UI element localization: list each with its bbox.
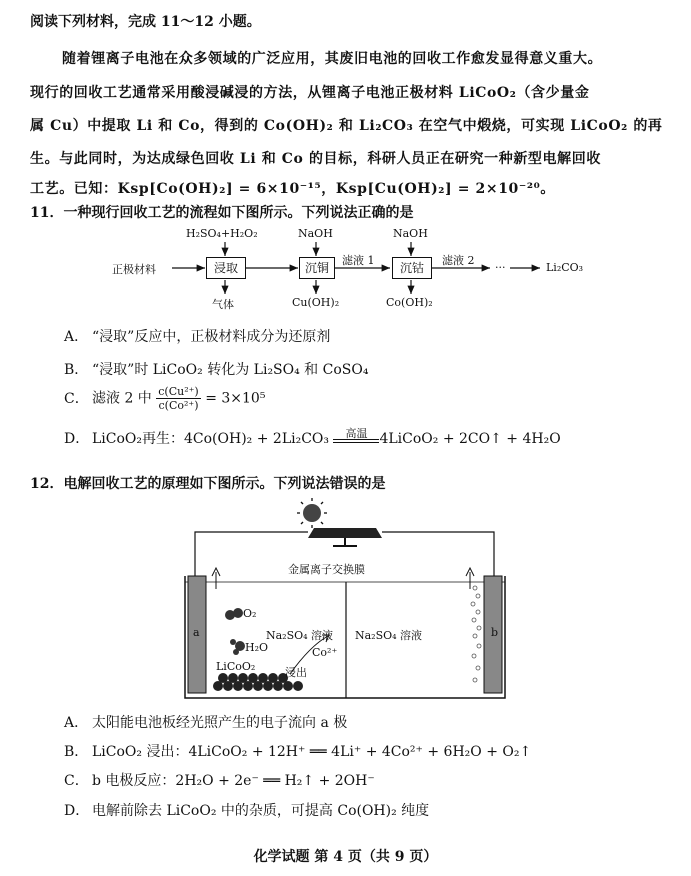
fraction-numerator: c(Cu²⁺) [158, 385, 199, 398]
material-line-2: 现行的回收工艺通常采用酸浸碱浸的方法，从锂离子电池正极材料 LiCoO₂（含少量金 [30, 85, 590, 101]
flow-step-copper: 沉铜 [299, 257, 335, 279]
leach-label: 浸出 [285, 666, 307, 679]
option-label: A． [64, 715, 89, 731]
q11-option-c[interactable] [64, 385, 265, 412]
flow-filtrate-2: 滤液 2 [442, 254, 475, 267]
flow-filtrate-1: 滤液 1 [342, 254, 375, 267]
electrode-b-label: b [491, 626, 499, 639]
option-suffix: = 3×10⁵ [205, 390, 266, 407]
fraction-denominator: c(Co²⁺) [158, 399, 199, 412]
option-label: B． [64, 744, 89, 760]
option-label: A． [64, 329, 89, 345]
flow-out-gas: 气体 [212, 298, 234, 311]
option-text: 太阳能电池板经光照产生的电子流向 a 极 [92, 715, 348, 731]
material-line-4: 生。与此同时，为达成绿色回收 Li 和 Co 的目标，科研人员正在研究一种新型电解回收 [30, 151, 601, 167]
q11-option-b[interactable] [64, 359, 368, 379]
flow-reagent-1: H₂SO₄+H₂O₂ [186, 227, 258, 240]
q11-stem: 11．一种现行回收工艺的流程如下图所示。下列说法正确的是 [30, 205, 414, 221]
option-label: D． [64, 803, 90, 819]
q12-option-b[interactable] [64, 741, 531, 761]
flow-start: 正极材料 [112, 263, 156, 276]
material-line-1: 随着锂离子电池在众多领域的广泛应用，其废旧电池的回收工作愈发显得意义重大。 [62, 51, 603, 67]
solution-right-label: Na₂SO₄ 溶液 [355, 629, 423, 642]
q12-option-d[interactable] [64, 800, 429, 820]
electrode-a-label: a [193, 626, 200, 639]
option-suffix: 4LiCoO₂ + 2CO↑ + 4H₂O [379, 431, 561, 447]
option-text: “浸取”时 LiCoO₂ 转化为 Li₂SO₄ 和 CoSO₄ [92, 362, 369, 378]
flow-ellipsis: ··· [495, 261, 506, 274]
hydrogen-bubbles [471, 586, 481, 682]
o2-molecule-icon [225, 608, 243, 620]
material-line-5: 工艺。已知：Ksp[Co(OH)₂] = 6×10⁻¹⁵，Ksp[Cu(OH)₂] = 2×10⁻²⁰。 [30, 181, 555, 197]
h2o-molecule-icon [230, 639, 245, 655]
material-line-3: 属 Cu）中提取 Li 和 Co，得到的 Co(OH)₂ 和 Li₂CO₃ 在空气中煅烧，可实现 LiCoO₂ 的再 [30, 118, 663, 134]
reaction-condition [333, 428, 379, 448]
option-text: LiCoO₂ 浸出：4LiCoO₂ + 12H⁺ ══ 4Li⁺ + 4Co²⁺ + 6H₂O + O₂↑ [92, 744, 532, 760]
q12-option-a[interactable] [64, 712, 347, 732]
option-text: 电解前除去 LiCoO₂ 中的杂质，可提高 Co(OH)₂ 纯度 [92, 803, 430, 819]
q11-option-a[interactable] [64, 326, 330, 346]
sun-icon [297, 498, 327, 528]
flow-out-cooh2: Co(OH)₂ [386, 296, 433, 309]
option-text: “浸取”反应中，正极材料成分为还原剂 [92, 329, 331, 345]
flow-reagent-2: NaOH [298, 227, 333, 240]
page-footer: 化学试题 第 4 页（共 9 页） [253, 849, 438, 865]
option-label: D． [64, 431, 90, 447]
option-prefix: 滤液 2 中 [92, 390, 152, 407]
o2-label: O₂ [243, 607, 257, 620]
flow-reagent-3: NaOH [393, 227, 428, 240]
option-label: B． [64, 362, 89, 378]
q12-option-c[interactable] [64, 770, 375, 790]
flow-arrows [0, 0, 691, 330]
solution-left-label: Na₂SO₄ 溶液 [266, 629, 334, 642]
co-ion-label: Co²⁺ [312, 646, 338, 659]
membrane-label: 金属离子交换膜 [288, 563, 365, 576]
intro-text: 阅读下列材料，完成 11～12 小题。 [30, 14, 261, 30]
flow-step-cobalt: 沉钴 [392, 257, 432, 279]
flow-end: Li₂CO₃ [546, 261, 584, 274]
q12-stem: 12．电解回收工艺的原理如下图所示。下列说法错误的是 [30, 476, 386, 492]
flow-step-leach: 浸取 [206, 257, 246, 279]
h2o-label: H₂O [245, 641, 269, 654]
q11-option-d[interactable] [64, 428, 561, 448]
option-label: C． [64, 390, 89, 407]
option-label: C． [64, 773, 89, 789]
condition-label: 高温 [345, 427, 368, 440]
option-text: b 电极反应：2H₂O + 2e⁻ ══ H₂↑ + 2OH⁻ [92, 773, 375, 789]
licoo2-label: LiCoO₂ [216, 660, 256, 673]
solar-panel-icon [308, 528, 382, 546]
fraction [156, 385, 200, 412]
flow-out-cuoh2: Cu(OH)₂ [292, 296, 340, 309]
option-prefix: LiCoO₂再生：4Co(OH)₂ + 2Li₂CO₃ [92, 431, 330, 447]
